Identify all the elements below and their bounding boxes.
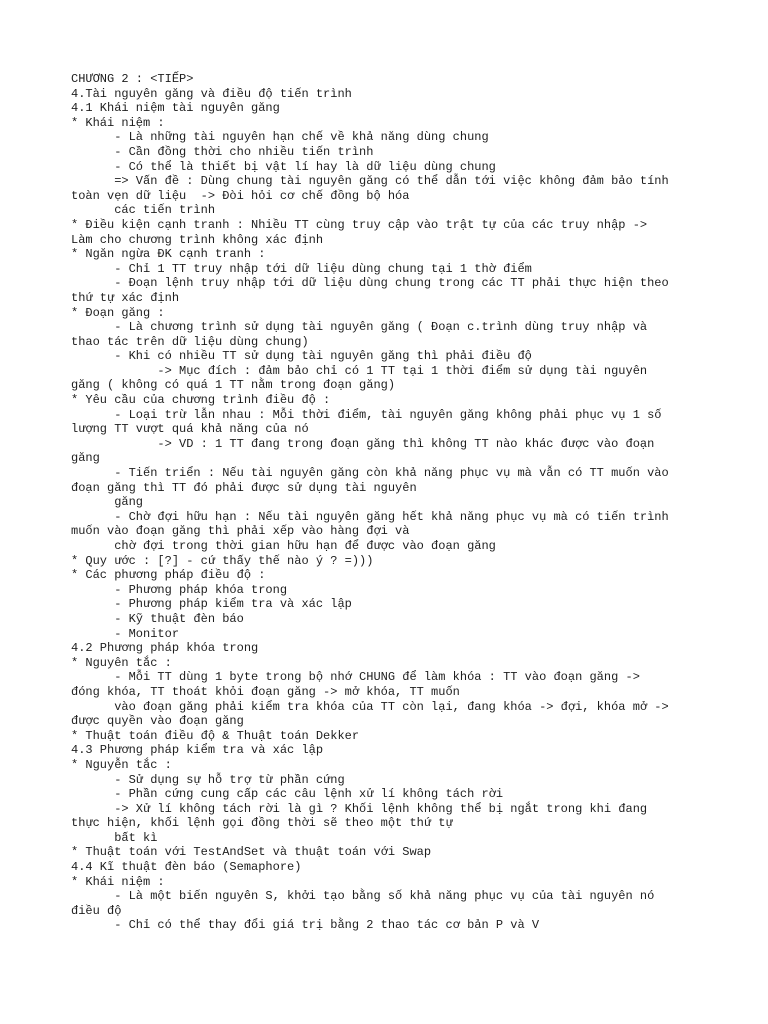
document-text-line: - Khi có nhiều TT sử dụng tài nguyên găng thì phải điều độ [71, 349, 532, 364]
document-text-line: - Phương pháp khóa trong [71, 582, 288, 597]
document-text-line: - Tiến triển : Nếu tài nguyên găng còn khả năng phục vụ mà vẫn có TT muốn vào [71, 466, 669, 481]
document-text-line: CHƯƠNG 2 : <TIẾP> [71, 72, 194, 86]
document-text-line: 4.3 Phương pháp kiểm tra và xác lập [71, 743, 324, 758]
document-text-line: - Sử dụng sự hỗ trợ từ phần cứng [71, 772, 345, 787]
document-text-line: 4.2 Phương pháp khóa trong [71, 641, 259, 656]
document-text-line: bất kì [71, 830, 158, 845]
document-text-line: - Mỗi TT dùng 1 byte trong bộ nhớ CHUNG để làm khóa : TT vào đoạn găng -> [71, 670, 640, 685]
document-text-line: muốn vào đoạn găng thì phải xếp vào hàng đợi và [71, 524, 410, 539]
document-text-line: - Monitor [71, 626, 180, 641]
document-text-line: đoạn găng thì TT đó phải được sử dụng tài nguyên [71, 480, 417, 495]
document-text-line: được quyền vào đoạn găng [71, 714, 244, 729]
document-body [71, 72, 711, 933]
document-text-line: * Khái niệm : [71, 115, 165, 130]
document-text-line: - Phương pháp kiểm tra và xác lập [71, 597, 352, 612]
document-text-line: * Quy ước : [?] - cứ thấy thế nào ý ? =))) [71, 553, 374, 568]
document-text-line: - Là một biến nguyên S, khởi tạo bằng số khả năng phục vụ của tài nguyên nó [71, 889, 655, 904]
document-text-line: đóng khóa, TT thoát khỏi đoạn găng -> mở khóa, TT muốn [71, 684, 460, 699]
document-text-line: vào đoạn găng phải kiểm tra khóa của TT còn lại, đang khóa -> đợi, khóa mở -> [71, 699, 669, 714]
document-text-line: * Thuật toán điều độ & Thuật toán Dekker [71, 728, 360, 743]
document-text-line: 4.4 Kĩ thuật đèn báo (Semaphore) [71, 860, 302, 875]
document-text-line: - Chỉ 1 TT truy nhập tới dữ liệu dùng chung tại 1 thờ điểm [71, 261, 532, 276]
document-text-line: thao tác trên dữ liệu dùng chung) [71, 334, 309, 349]
document-text-line: thực hiện, khối lệnh gọi đồng thời sẽ theo một thứ tự [71, 816, 453, 831]
document-text-line: * Nguyễn tắc : [71, 757, 172, 772]
document-text-line: * Khái niệm : [71, 874, 165, 889]
document-text-line: - Cần đồng thời cho nhiều tiến trình [71, 144, 374, 159]
document-text-line: găng [71, 495, 144, 510]
document-text-line: 4.Tài nguyên găng và điều độ tiến trình [71, 86, 352, 101]
document-text-line: -> Xử lí không tách rời là gì ? Khối lệnh không thể bị ngắt trong khi đang [71, 801, 648, 816]
document-text-line: - Có thể là thiết bị vật lí hay là dữ liệu dùng chung [71, 159, 496, 174]
document-text-line: - Đoạn lệnh truy nhập tới dữ liệu dùng chung trong các TT phải thực hiện theo [71, 276, 669, 291]
document-text-line: điều độ [71, 903, 122, 918]
document-text-line: - Là chương trình sử dụng tài nguyên găng ( Đoạn c.trình dùng truy nhập và [71, 320, 648, 335]
document-text-line: thứ tự xác định [71, 290, 180, 305]
document-text-line: * Yêu cầu của chương trình điều độ : [71, 393, 331, 408]
document-text-line: găng ( không có quá 1 TT nằm trong đoạn găng) [71, 378, 396, 393]
document-text-line: => Vấn đề : Dùng chung tài nguyên găng có thể dẫn tới việc không đảm bảo tính [71, 174, 669, 189]
document-text-line: - Chỉ có thể thay đổi giá trị bằng 2 thao tác cơ bản P và V [71, 918, 540, 933]
document-text-line: - Loại trừ lẫn nhau : Mỗi thời điểm, tài nguyên găng không phải phục vụ 1 số [71, 407, 662, 422]
document-text-line: các tiến trình [71, 203, 216, 218]
document-text-line: chờ đợi trong thời gian hữu hạn để được vào đoạn găng [71, 539, 496, 553]
document-text-line: * Các phương pháp điều độ : [71, 568, 266, 583]
document-text-line: - Kỹ thuật đèn báo [71, 611, 244, 626]
document-text-line: * Ngăn ngừa ĐK cạnh tranh : [71, 247, 266, 262]
document-text-line: Làm cho chương trình không xác định [71, 232, 324, 247]
document-text-line: * Nguyên tắc : [71, 655, 172, 670]
document-text-line: * Điều kiện cạnh tranh : Nhiều TT cùng truy cập vào trật tự của các truy nhập -> [71, 217, 648, 232]
document-text-line: -> Mục đích : đảm bảo chỉ có 1 TT tại 1 thời điểm sử dụng tài nguyên [71, 363, 648, 378]
document-text-line: * Thuật toán với TestAndSet và thuật toán với Swap [71, 845, 432, 860]
document-text-line: * Đoạn găng : [71, 305, 165, 320]
document-text-line: 4.1 Khái niệm tài nguyên găng [71, 101, 280, 116]
document-text-line: - Là những tài nguyên hạn chế về khả năng dùng chung [71, 130, 489, 145]
document-text-line: - Chờ đợi hữu hạn : Nếu tài nguyên găng hết khả năng phục vụ mà có tiến trình [71, 509, 669, 524]
document-text-line: - Phần cứng cung cấp các câu lệnh xử lí không tách rời [71, 787, 504, 802]
document-text-line: toàn vẹn dữ liệu -> Đòi hỏi cơ chế đồng bộ hóa [71, 188, 410, 203]
document-text-line: -> VD : 1 TT đang trong đoạn găng thì không TT nào khác được vào đoạn [71, 436, 655, 451]
document-text-line: lượng TT vượt quá khả năng của nó [71, 422, 309, 437]
document-text-line: găng [71, 451, 100, 466]
